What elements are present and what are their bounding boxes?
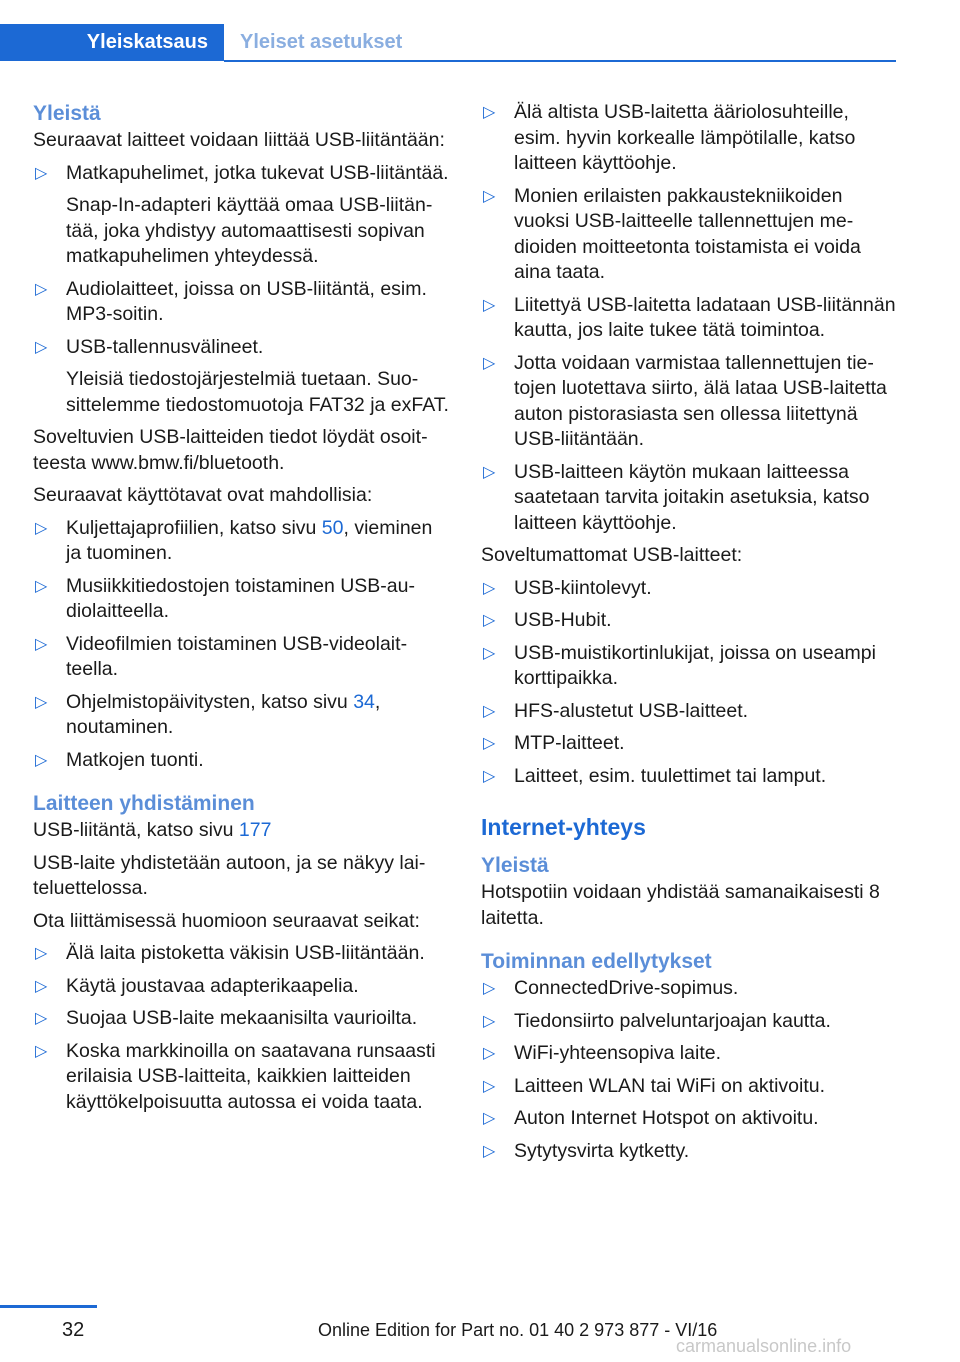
list-item (33, 1006, 449, 1032)
list-item (33, 277, 449, 328)
left-column (33, 100, 449, 1122)
triangle-bullet-icon: ▷ (483, 354, 496, 372)
list-item-text: USB-laitteen käytön mukaan laitteessa saatetaan tarvita joitakin asetuksia, katso laitteen käyttöohje. (514, 460, 870, 534)
page-number: 32 (62, 1319, 85, 1341)
list-item-text: Laitteen WLAN tai WiFi on aktivoitu. (514, 1074, 826, 1097)
list-item-text: ConnectedDrive-sopimus. (514, 977, 739, 999)
list-item-text: Kuljettajaprofiilien, katso sivu (66, 516, 322, 539)
list-item-text: USB-tallennusvälineet. (66, 335, 264, 358)
triangle-bullet-icon: ▷ (35, 338, 48, 356)
heading-general-internet: Yleistä (481, 854, 549, 877)
device-list (33, 161, 449, 419)
list-item-text: Matkojen tuonti. (66, 748, 204, 771)
triangle-bullet-icon: ▷ (483, 612, 496, 629)
uses-list (33, 516, 449, 774)
watermark: carmanualsonline.info (676, 1336, 852, 1356)
list-item-subtext: Snap-In-adapteri käyttää omaa USB-liitäntää, joka yhdistyy automaattisesti sopivan matkapuhelimen yhteydessä. (66, 194, 433, 267)
uses-paragraph: Seuraavat käyttötavat ovat mahdollisia: (33, 484, 373, 506)
triangle-bullet-icon: ▷ (483, 1045, 496, 1062)
triangle-bullet-icon: ▷ (483, 579, 496, 597)
list-item (33, 690, 449, 741)
triangle-bullet-icon: ▷ (483, 463, 496, 481)
list-item-text: Tiedonsiirto palveluntarjoajan kautta. (514, 1009, 831, 1032)
info-paragraph: Soveltuvien USB-laitteiden tiedot löydät osoitteesta www.bmw.fi/bluetooth. (33, 426, 428, 474)
list-item (33, 632, 449, 683)
list-item-text: Laitteet, esim. tuulettimet tai lamput. (514, 764, 827, 787)
list-item (481, 460, 897, 537)
list-item (481, 976, 897, 1002)
unsuitable-paragraph: Soveltumattomat USB-laitteet: (481, 544, 743, 566)
list-item-text: Älä laita pistoketta väkisin USB-liitäntään. (66, 942, 425, 964)
list-item-text: Koska markkinoilla on saatavana runsaasti erilaisia USB-laitteita, kaikkien laitteiden käyttökelpoisuutta autossa ei voida taata. (66, 1039, 436, 1113)
heading-requirements: Toiminnan edellytykset (481, 950, 712, 973)
connect-paragraph: USB-laite yhdistetään autoon, ja se näkyy laiteluettelossa. (33, 851, 426, 899)
triangle-bullet-icon: ▷ (483, 1077, 496, 1095)
triangle-bullet-icon: ▷ (35, 577, 48, 595)
list-item-text: , vieminen ja tuominen. (66, 516, 433, 564)
list-item-text: Ohjelmistopäivitysten, katso sivu (66, 690, 354, 713)
notes-list (33, 941, 449, 1115)
page-tab-label: Yleiset asetukset (240, 30, 403, 53)
list-item (33, 1039, 449, 1116)
list-item (481, 1106, 897, 1132)
list-item (481, 293, 897, 344)
page-link-50[interactable]: 50 (321, 516, 344, 539)
page-link-34[interactable]: 34 (353, 690, 375, 713)
list-item-text: Matkapuhelimet, jotka tukevat USB-liitäntää. (66, 161, 449, 184)
list-item-text: Auton Internet Hotspot on aktivoitu. (514, 1107, 819, 1129)
heading-general: Yleistä (33, 102, 101, 125)
list-item-text: USB-muistikortinlukijat, joissa on useampi korttipaikka. (514, 641, 876, 689)
right-column (481, 100, 897, 1171)
triangle-bullet-icon: ▷ (483, 1012, 496, 1030)
triangle-bullet-icon: ▷ (483, 980, 496, 997)
list-item (481, 576, 897, 602)
list-item-text: USB-Hubit. (514, 609, 612, 631)
list-item (481, 1041, 897, 1067)
triangle-bullet-icon: ▷ (483, 1110, 496, 1127)
unsuitable-list (481, 576, 897, 790)
triangle-bullet-icon: ▷ (483, 296, 496, 314)
list-item (481, 1009, 897, 1035)
triangle-bullet-icon: ▷ (35, 635, 48, 653)
triangle-bullet-icon: ▷ (35, 751, 48, 769)
footer-divider (0, 1305, 97, 1308)
list-item (481, 641, 897, 692)
list-item (481, 1074, 897, 1100)
list-item-text: USB-kiintolevyt. (514, 576, 652, 599)
requirements-list (481, 976, 897, 1164)
list-item (33, 161, 449, 270)
list-item-text: WiFi-yhteensopiva laite. (514, 1042, 721, 1064)
list-item-text: HFS-alustetut USB-laitteet. (514, 699, 749, 722)
port-paragraph (33, 818, 449, 844)
list-item (33, 516, 449, 567)
list-item-text: MTP-laitteet. (514, 732, 625, 754)
intro-paragraph: Seuraavat laitteet voidaan liittää USB-liitäntään: (33, 129, 445, 151)
list-item-text: Audiolaitteet, joissa on USB-liitäntä, esim. MP3-soitin. (66, 277, 427, 325)
list-item-text: Jotta voidaan varmistaa tallennettujen tietojen luotettava siirto, älä lataa USB-laitetta auton pistorasiasta sen ollessa liitettynä USB-liitäntään. (514, 351, 887, 450)
list-item (481, 351, 897, 453)
heading-internet: Internet-yhteys (481, 814, 646, 840)
list-item-text: Käytä joustavaa adapterikaapelia. (66, 974, 359, 997)
port-text: USB-liitäntä, katso sivu (33, 819, 239, 841)
page-tab[interactable] (240, 24, 402, 61)
section-tab-label: Yleiskatsaus (86, 30, 208, 53)
header-divider (224, 60, 896, 62)
triangle-bullet-icon: ▷ (35, 1010, 48, 1027)
heading-connect: Laitteen yhdistäminen (33, 792, 255, 815)
triangle-bullet-icon: ▷ (35, 519, 48, 537)
triangle-bullet-icon: ▷ (35, 945, 48, 962)
list-item-text: , noutaminen. (66, 690, 381, 738)
page-link-177[interactable]: 177 (238, 819, 272, 841)
list-item (481, 1139, 897, 1165)
triangle-bullet-icon: ▷ (35, 164, 48, 182)
triangle-bullet-icon: ▷ (483, 104, 496, 121)
list-item (33, 974, 449, 1000)
triangle-bullet-icon: ▷ (35, 977, 48, 995)
list-item-text: Älä altista USB-laitetta ääriolosuhteille, esim. hyvin korkealle lämpötilalle, katso laitteen käyttöohje. (514, 101, 856, 174)
list-item (481, 100, 897, 177)
section-tab[interactable] (0, 24, 224, 61)
list-item (481, 608, 897, 634)
list-item-text: Suojaa USB-laite mekaanisilta vaurioilta. (66, 1007, 418, 1029)
triangle-bullet-icon: ▷ (35, 693, 48, 711)
triangle-bullet-icon: ▷ (483, 187, 496, 205)
notes-paragraph: Ota liittämisessä huomioon seuraavat seikat: (33, 909, 420, 932)
triangle-bullet-icon: ▷ (35, 280, 48, 298)
notes-continued-list (481, 100, 897, 536)
list-item (481, 184, 897, 286)
list-item-text: Monien erilaisten pakkaustekniikoiden vuoksi USB-laitteelle tallennettujen medioiden moitteetonta toistamista ei voida aina taata. (514, 184, 861, 283)
list-item-text: Liitettyä USB-laitetta ladataan USB-liitännän kautta, jos laite tukee tätä toimintoa. (514, 293, 896, 341)
triangle-bullet-icon: ▷ (483, 702, 496, 720)
triangle-bullet-icon: ▷ (483, 644, 496, 662)
list-item-text: Musiikkitiedostojen toistaminen USB-audiolaitteella. (66, 574, 415, 622)
page-header (0, 24, 896, 62)
triangle-bullet-icon: ▷ (483, 735, 496, 752)
hotspot-paragraph: Hotspotiin voidaan yhdistää samanaikaisesti 8 laitetta. (481, 881, 880, 929)
triangle-bullet-icon: ▷ (483, 767, 496, 785)
triangle-bullet-icon: ▷ (35, 1042, 48, 1060)
list-item (33, 574, 449, 625)
list-item (33, 748, 449, 774)
list-item (33, 941, 449, 967)
triangle-bullet-icon: ▷ (483, 1142, 496, 1160)
list-item (481, 699, 897, 725)
list-item (33, 335, 449, 419)
list-item-text: Videofilmien toistaminen USB-videolaitteella. (66, 632, 408, 680)
list-item (481, 764, 897, 790)
list-item-text: Sytytysvirta kytketty. (514, 1139, 690, 1162)
edition-line: Online Edition for Part no. 01 40 2 973 877 - VI/16 (318, 1320, 718, 1340)
list-item-subtext: Yleisiä tiedostojärjestelmiä tuetaan. Suosittelemme tiedostomuotoja FAT32 ja exFAT. (66, 368, 449, 416)
list-item (481, 731, 897, 757)
